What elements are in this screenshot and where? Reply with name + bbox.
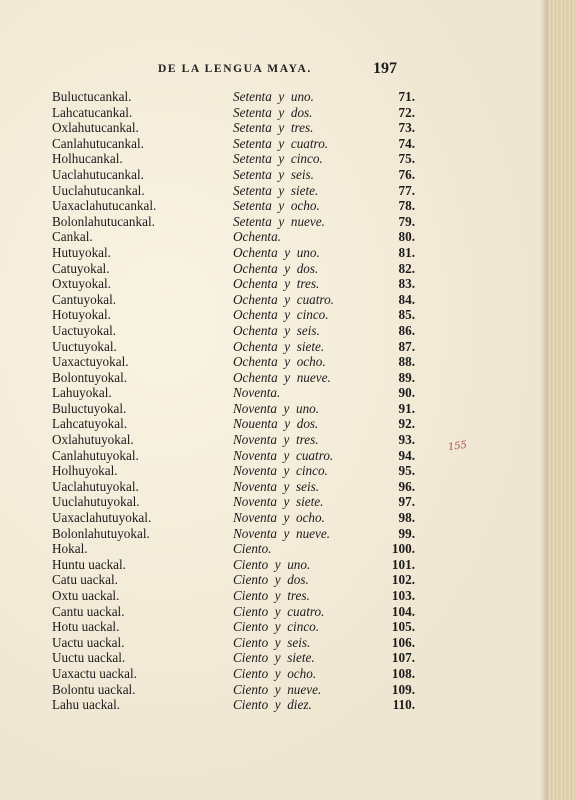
margin-note: 155 xyxy=(447,439,468,454)
maya-term: Uaclahutucankal. xyxy=(52,166,144,182)
numeral: 99. xyxy=(398,525,415,541)
numeral: 105. xyxy=(391,619,415,635)
maya-term: Buluctucankal. xyxy=(52,89,132,104)
spanish-term: Setenta y siete. xyxy=(233,182,319,198)
spanish-term: Setenta y dos. xyxy=(233,104,313,120)
table-row xyxy=(0,588,548,604)
maya-term: Lahcatuyokal. xyxy=(52,416,128,432)
maya-term: Uaxactuyokal. xyxy=(52,354,129,370)
numeral: 107. xyxy=(391,650,415,666)
spanish-term: Ciento y ocho. xyxy=(233,665,317,681)
spanish-term: Noventa y ocho. xyxy=(233,510,325,526)
maya-term: Catuyokal. xyxy=(52,260,110,276)
page-header xyxy=(0,60,548,82)
numeral: 93. xyxy=(398,432,415,448)
spanish-term: Ochenta y seis. xyxy=(233,322,320,338)
maya-term: Holhuyokal. xyxy=(52,463,118,479)
numeral: 90. xyxy=(398,385,415,401)
maya-term: Oxlahutuyokal. xyxy=(52,432,134,448)
numeral: 110. xyxy=(392,697,415,713)
maya-term: Hutuyokal. xyxy=(52,244,111,260)
numeral: 85. xyxy=(398,307,415,323)
numeral: 100. xyxy=(391,541,415,557)
maya-term: Oxtuyokal. xyxy=(52,276,111,292)
table-row xyxy=(0,183,548,199)
numeral: 103. xyxy=(391,588,415,603)
page-gutter-shadow xyxy=(540,0,548,800)
page-edges xyxy=(548,0,575,800)
spanish-term: Ciento y nueve. xyxy=(233,681,322,697)
spanish-term: Ciento y dos. xyxy=(233,572,309,588)
maya-term: Bolonlahutuyokal. xyxy=(52,525,150,541)
maya-term: Huntu uackal. xyxy=(52,556,126,572)
numeral: 84. xyxy=(398,291,415,307)
maya-term: Lahcatucankal. xyxy=(52,104,133,120)
spanish-term: Ciento y seis. xyxy=(233,634,311,650)
spanish-term: Ochenta y tres. xyxy=(233,276,320,292)
maya-term: Bolonlahutucankal. xyxy=(52,213,155,229)
table-row xyxy=(0,307,548,323)
spanish-term: Noventa y uno. xyxy=(233,400,320,416)
spanish-term: Noventa y cuatro. xyxy=(233,447,334,463)
spanish-term: Setenta y seis. xyxy=(233,166,314,182)
table-row xyxy=(0,682,548,698)
table-row xyxy=(0,167,548,183)
spanish-term: Ciento y tres. xyxy=(233,588,310,603)
maya-term: Cantuyokal. xyxy=(52,291,117,307)
table-row xyxy=(0,136,548,152)
numeral: 94. xyxy=(398,447,415,463)
spanish-term: Noventa y cinco. xyxy=(233,463,328,479)
spanish-term: Ciento y uno. xyxy=(233,556,311,572)
maya-term: Uuclahutucankal. xyxy=(52,182,145,198)
maya-term: Lahu uackal. xyxy=(52,697,121,713)
numeral: 89. xyxy=(398,369,415,385)
numeral: 78. xyxy=(398,198,415,214)
table-row xyxy=(0,245,548,261)
spanish-term: Noventa y tres. xyxy=(233,432,319,448)
table-row xyxy=(0,120,548,136)
numeral: 98. xyxy=(398,510,415,526)
maya-term: Cantu uackal. xyxy=(52,603,125,619)
maya-term: Buluctuyokal. xyxy=(52,400,127,416)
table-row xyxy=(0,463,548,479)
numeral: 91. xyxy=(398,400,415,416)
table-row xyxy=(0,401,548,417)
maya-term: Catu uackal. xyxy=(52,572,118,588)
maya-term: Holhucankal. xyxy=(52,151,123,167)
spanish-term: Setenta y nueve. xyxy=(233,213,325,229)
numeral: 101. xyxy=(391,556,415,572)
number-table xyxy=(0,89,548,713)
numeral: 80. xyxy=(398,229,415,245)
maya-term: Hokal. xyxy=(52,541,88,557)
spanish-term: Setenta y ocho. xyxy=(233,198,320,214)
numeral: 73. xyxy=(398,120,415,136)
table-row xyxy=(0,89,548,105)
table-row xyxy=(0,650,548,666)
numeral: 71. xyxy=(398,89,415,104)
table-row xyxy=(0,557,548,573)
numeral: 75. xyxy=(398,151,415,167)
numeral: 86. xyxy=(398,322,415,338)
table-row xyxy=(0,541,548,557)
table-row xyxy=(0,385,548,401)
table-row xyxy=(0,323,548,339)
numeral: 92. xyxy=(398,416,415,432)
numeral: 95. xyxy=(398,463,415,479)
maya-term: Oxlahutucankal. xyxy=(52,120,139,136)
maya-term: Uactuyokal. xyxy=(52,322,117,338)
spanish-term: Ciento y cinco. xyxy=(233,619,320,635)
numeral: 76. xyxy=(398,166,415,182)
maya-term: Canlahutucankal. xyxy=(52,135,144,151)
numeral: 108. xyxy=(391,665,415,681)
table-row xyxy=(0,105,548,121)
maya-term: Hotu uackal. xyxy=(52,619,120,635)
spanish-term: Ochenta y ocho. xyxy=(233,354,326,370)
spanish-term: Noventa y seis. xyxy=(233,478,320,494)
spanish-term: Ochenta y cuatro. xyxy=(233,291,334,307)
spanish-term: Setenta y cuatro. xyxy=(233,135,329,151)
running-title: DE LA LENGUA MAYA. xyxy=(158,63,312,75)
maya-term: Uuclahutuyokal. xyxy=(52,494,140,510)
numeral: 82. xyxy=(398,260,415,276)
numeral: 106. xyxy=(391,634,415,650)
numeral: 88. xyxy=(398,354,415,370)
numeral: 81. xyxy=(398,244,415,260)
spanish-term: Ochenta. xyxy=(233,229,281,245)
numeral: 109. xyxy=(391,681,415,697)
numeral: 83. xyxy=(398,276,415,292)
table-row xyxy=(0,604,548,620)
table-row xyxy=(0,339,548,355)
spanish-term: Ciento y cuatro. xyxy=(233,603,325,619)
spanish-term: Ochenta y nueve. xyxy=(233,369,331,385)
maya-term: Hotuyokal. xyxy=(52,307,111,323)
maya-term: Uuctu uackal. xyxy=(52,650,126,666)
maya-term: Cankal. xyxy=(52,229,93,245)
table-row xyxy=(0,572,548,588)
table-row xyxy=(0,635,548,651)
maya-term: Bolontuyokal. xyxy=(52,369,128,385)
table-row xyxy=(0,292,548,308)
table-row xyxy=(0,229,548,245)
maya-term: Uaxaclahutuyokal. xyxy=(52,510,152,526)
spanish-term: Nouenta y dos. xyxy=(233,416,319,432)
maya-term: Oxtu uackal. xyxy=(52,588,120,603)
maya-term: Bolontu uackal. xyxy=(52,681,136,697)
numeral: 77. xyxy=(398,182,415,198)
table-row xyxy=(0,510,548,526)
table-row xyxy=(0,666,548,682)
spanish-term: Noventa y siete. xyxy=(233,494,324,510)
numeral: 96. xyxy=(398,478,415,494)
table-row xyxy=(0,494,548,510)
numeral: 72. xyxy=(398,104,415,120)
maya-term: Canlahutuyokal. xyxy=(52,447,139,463)
table-row xyxy=(0,416,548,432)
spanish-term: Ochenta y cinco. xyxy=(233,307,329,323)
table-row xyxy=(0,697,548,713)
spanish-term: Setenta y uno. xyxy=(233,89,314,104)
spanish-term: Ciento. xyxy=(233,541,272,557)
numeral: 74. xyxy=(398,135,415,151)
spanish-term: Noventa y nueve. xyxy=(233,525,331,541)
maya-term: Uaclahutuyokal. xyxy=(52,478,139,494)
maya-term: Uaxactu uackal. xyxy=(52,665,137,681)
numeral: 79. xyxy=(398,213,415,229)
spanish-term: Ciento y siete. xyxy=(233,650,315,666)
spanish-term: Setenta y tres. xyxy=(233,120,314,136)
maya-term: Uuctuyokal. xyxy=(52,338,117,354)
numeral: 104. xyxy=(391,603,415,619)
numeral: 87. xyxy=(398,338,415,354)
table-row xyxy=(0,354,548,370)
spanish-term: Setenta y cinco. xyxy=(233,151,323,167)
maya-term: Uaxaclahutucankal. xyxy=(52,198,157,214)
table-row xyxy=(0,619,548,635)
spanish-term: Ochenta y dos. xyxy=(233,260,319,276)
table-row xyxy=(0,198,548,214)
numeral: 97. xyxy=(398,494,415,510)
spanish-term: Ochenta y siete. xyxy=(233,338,325,354)
table-row xyxy=(0,370,548,386)
table-row xyxy=(0,151,548,167)
table-row xyxy=(0,526,548,542)
numeral: 102. xyxy=(391,572,415,588)
maya-term: Lahuyokal. xyxy=(52,385,112,401)
table-row xyxy=(0,214,548,230)
spanish-term: Ciento y diez. xyxy=(233,697,312,713)
table-row xyxy=(0,261,548,277)
table-row xyxy=(0,479,548,495)
table-row xyxy=(0,276,548,292)
spanish-term: Ochenta y uno. xyxy=(233,244,320,260)
maya-term: Uactu uackal. xyxy=(52,634,125,650)
spanish-term: Noventa. xyxy=(233,385,281,401)
page-number: 197 xyxy=(373,60,397,77)
